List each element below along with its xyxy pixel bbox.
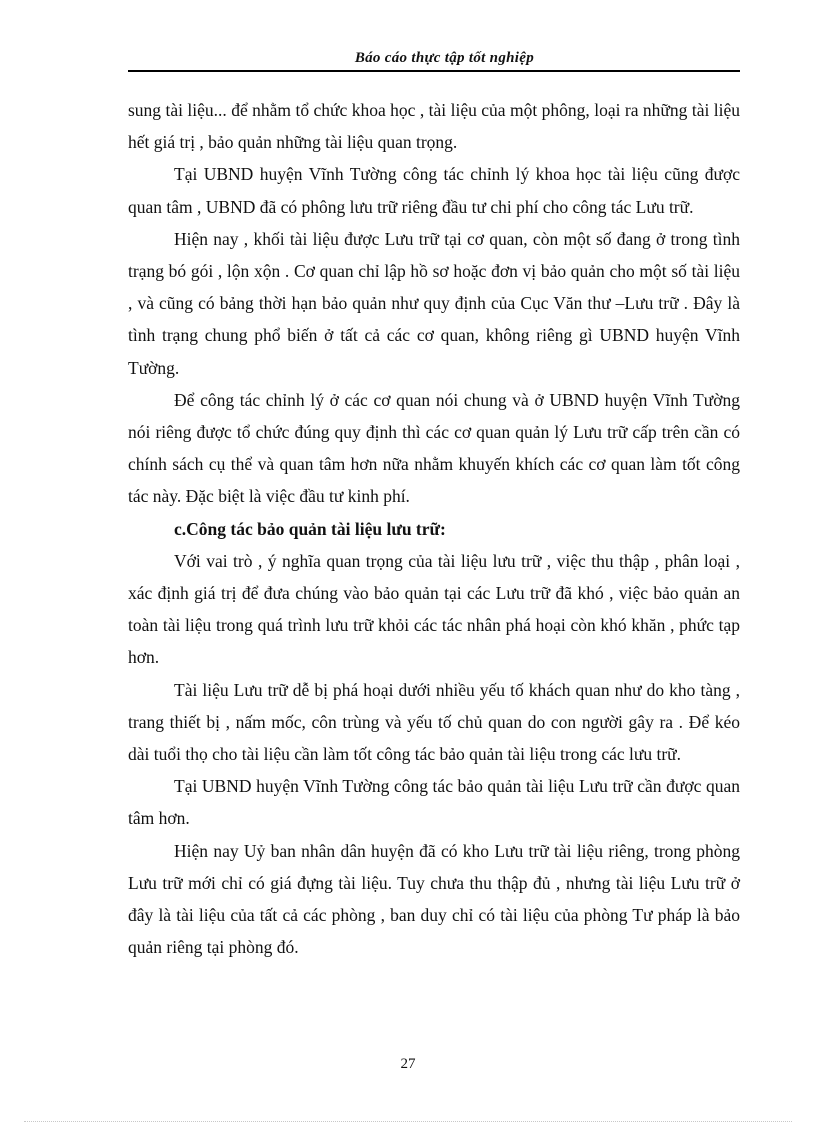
header-divider [128, 70, 740, 72]
paragraph-continuation: sung tài liệu... để nhằm tổ chức khoa học , tài liệu của một phông, loại ra những tài liệu hết giá trị , bảo quản những tài liệu quan trọng. [128, 100, 740, 153]
paragraph: Để công tác chỉnh lý ở các cơ quan nói chung và ở UBND huyện Vĩnh Tường nói riêng được tổ chức đúng quy định thì các cơ quan quản lý Lưu trữ cấp trên cần có chính sách cụ thể và quan tâm hơn nữa nhằm khuyến khích các cơ quan làm tốt công tác này. Đặc biệt là việc đầu tư kinh phí. [128, 389, 740, 507]
page-bottom-border [24, 1121, 792, 1122]
paragraph: Tại UBND huyện Vĩnh Tường công tác chỉnh lý khoa học tài liệu cũng được quan tâm , UBND đã có phông lưu trữ riêng đầu tư chi phí cho công tác Lưu trữ. [128, 164, 740, 217]
body-text [128, 94, 740, 963]
section-heading: c.Công tác bảo quản tài liệu lưu trữ: [174, 518, 446, 539]
page-header [128, 48, 740, 74]
paragraph: Với vai trò , ý nghĩa quan trọng của tài liệu lưu trữ , việc thu thập , phân loại , xác định giá trị để đưa chúng vào bảo quản tại các Lưu trữ đã khó , việc bảo quản an toàn tài liệu trong quá trình lưu trữ khỏi các tác nhân phá hoại còn khó khăn , phức tạp hơn. [128, 550, 740, 668]
paragraph: Hiện nay Uỷ ban nhân dân huyện đã có kho Lưu trữ tài liệu riêng, trong phòng Lưu trữ mới chỉ có giá đựng tài liệu. Tuy chưa thu thập đủ , nhưng tài liệu Lưu trữ ở đây là tài liệu của tất cả các phòng , ban duy chỉ có tài liệu của phòng Tư pháp là bảo quản riêng tại phòng đó. [128, 840, 740, 958]
paragraph: Tài liệu Lưu trữ dễ bị phá hoại dưới nhiều yếu tố khách quan như do kho tàng , trang thiết bị , nấm mốc, côn trùng và yếu tố chủ quan do con người gây ra . Để kéo dài tuổi thọ cho tài liệu cần làm tốt công tác bảo quản tài liệu trong các lưu trữ. [128, 679, 740, 765]
paragraph: Hiện nay , khối tài liệu được Lưu trữ tại cơ quan, còn một số đang ở trong tình trạng bó gói , lộn xộn . Cơ quan chỉ lập hồ sơ hoặc đơn vị bảo quản cho một số tài liệu , và cũng có bảng thời hạn bảo quản như quy định của Cục Văn thư –Lưu trữ . Đây là tình trạng chung phổ biến ở tất cả các cơ quan, không riêng gì UBND huyện Vĩnh Tường. [128, 228, 740, 378]
page-number: 27 [400, 1056, 416, 1072]
header-title: Báo cáo thực tập tốt nghiệp [354, 50, 534, 66]
paragraph: Tại UBND huyện Vĩnh Tường công tác bảo quản tài liệu Lưu trữ cần được quan tâm hơn. [128, 776, 740, 829]
